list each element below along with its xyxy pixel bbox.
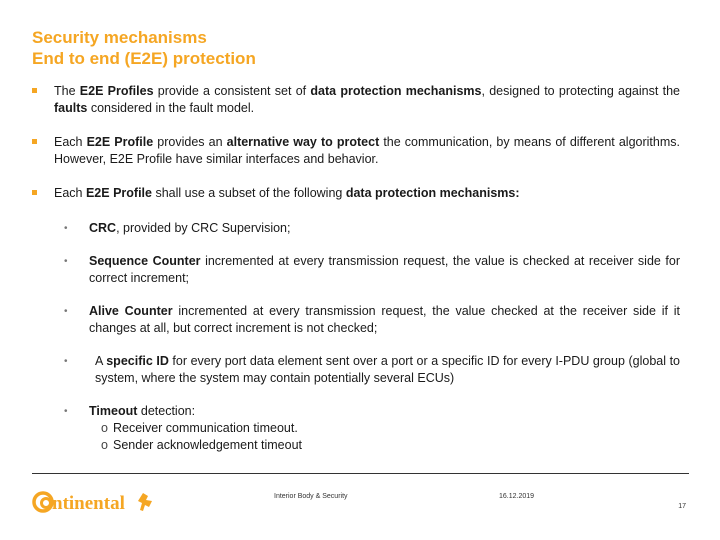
text-run: considered in the fault model. — [87, 101, 255, 115]
square-bullet-icon — [32, 88, 37, 93]
sub-bullet-item — [64, 403, 680, 454]
sub-bullet-text — [89, 254, 680, 285]
text-run: provide a consistent set of — [153, 84, 311, 98]
circle-bullet-icon: o — [101, 421, 108, 435]
dot-bullet-icon: • — [64, 356, 68, 367]
title-line-2: End to end (E2E) protection — [32, 49, 256, 68]
continental-logo — [32, 490, 162, 519]
circle-bullet-icon: o — [101, 438, 108, 452]
text-run: Each — [54, 186, 86, 200]
square-bullet-icon — [32, 190, 37, 195]
bold-text: Timeout — [89, 404, 138, 418]
timeout-item-text: Sender acknowledgement timeout — [113, 438, 303, 452]
dot-bullet-icon: • — [64, 256, 68, 267]
bold-text: E2E Profiles — [79, 84, 154, 98]
slide-title — [32, 27, 256, 69]
bold-text: data protection mechanisms — [310, 84, 482, 98]
sub-bullet-item — [64, 253, 680, 287]
bullet-text — [54, 84, 680, 115]
bullet-item — [32, 83, 680, 117]
text-run: , provided by CRC Supervision; — [116, 221, 291, 235]
bold-text: faults — [54, 101, 88, 115]
horse-icon — [138, 493, 152, 511]
text-run: shall use a subset of the following — [151, 186, 346, 200]
text-run: Each — [54, 135, 87, 149]
text-run: detection: — [137, 404, 196, 418]
sub-bullet-item — [64, 220, 680, 237]
bold-text: Sequence Counter — [89, 254, 201, 268]
dot-bullet-icon: • — [64, 306, 68, 317]
bullet-item — [32, 185, 680, 202]
sub-bullet-text — [89, 404, 195, 418]
bullet-text — [54, 135, 680, 166]
bold-text: CRC — [89, 221, 117, 235]
continental-logo-text: ntinental — [52, 493, 125, 514]
text-run: A — [95, 354, 107, 368]
sub-bullet-item — [64, 303, 680, 337]
slide-content — [32, 83, 680, 454]
timeout-item — [101, 437, 680, 454]
footer-date: 16.12.2019 — [499, 493, 535, 500]
text-run: incremented at every transmission request, the value is checked at receiver side for correct increment; — [89, 254, 680, 285]
text-run: for every port data element sent over a port or a specific ID for every I-PDU group (global to system, where the system may contain potentially several ECUs) — [95, 354, 680, 385]
timeout-item-text: Receiver communication timeout. — [113, 421, 298, 435]
bold-text: specific ID — [106, 354, 169, 368]
footer-department: Interior Body & Security — [274, 493, 348, 500]
title-line-1: Security mechanisms — [32, 28, 207, 47]
timeout-list — [89, 420, 680, 454]
sub-bullet-item — [64, 353, 680, 387]
square-bullet-icon — [32, 139, 37, 144]
bold-text: E2E Profile — [86, 135, 154, 149]
sub-bullet-text — [89, 221, 290, 235]
sub-bullet-text — [95, 354, 680, 385]
sub-bullet-text — [89, 304, 680, 335]
text-run: The — [54, 84, 80, 98]
bullet-text — [54, 186, 520, 200]
text-run: the communication, by means of different algorithms. However, E2E Profile have similar interfaces and behavior. — [54, 135, 680, 166]
dot-bullet-icon: • — [64, 406, 68, 417]
bold-text: Alive Counter — [89, 304, 173, 318]
bullet-item — [32, 134, 680, 168]
sub-bullet-list — [64, 220, 680, 454]
bold-text: alternative way to protect — [226, 135, 380, 149]
bold-text: E2E Profile — [85, 186, 152, 200]
bold-text: data protection mechanisms: — [345, 186, 520, 200]
timeout-item — [101, 420, 680, 437]
text-run: , designed to protecting against the — [481, 84, 680, 98]
footer-rule — [32, 473, 689, 474]
dot-bullet-icon: • — [64, 223, 68, 234]
text-run: incremented at every transmission request, the value checked at the receiver side if it changes at all, but correct increment is not checked; — [89, 304, 680, 335]
text-run: provides an — [153, 135, 227, 149]
page-number: 17 — [678, 503, 686, 510]
continental-logo-mark — [32, 490, 162, 514]
